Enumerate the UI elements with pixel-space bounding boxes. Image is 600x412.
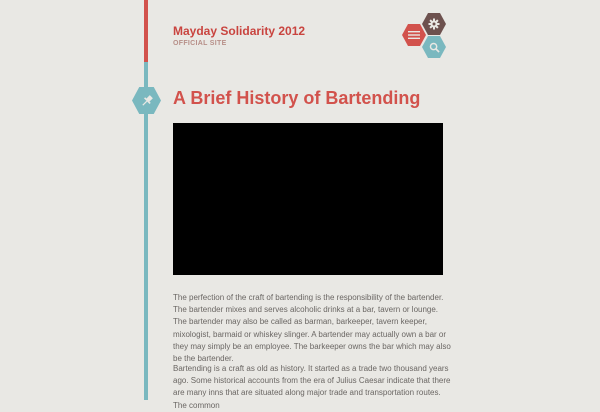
menu-button[interactable] <box>402 24 426 46</box>
post-title[interactable]: A Brief History of Bartending <box>173 88 421 108</box>
search-button[interactable] <box>422 36 446 58</box>
post-paragraph: Bartending is a craft as old as history. It started as a trade two thousand years ago. Some historical accounts from the era of Julius Caesar indicate that there are many inns that are situated along major trade and transportation routes. The common <box>173 364 451 410</box>
timeline-rail-top <box>144 0 148 62</box>
video-embed[interactable] <box>173 123 443 275</box>
gear-icon <box>428 18 440 30</box>
post-format-badge <box>132 87 161 114</box>
menu-icon <box>408 30 420 40</box>
site-title[interactable]: Mayday Solidarity 2012 <box>173 24 306 38</box>
site-tagline: OFFICIAL SITE <box>173 40 227 47</box>
search-icon <box>429 42 440 53</box>
settings-button[interactable] <box>422 13 446 35</box>
post-paragraph: The perfection of the craft of bartending is the responsibility of the bartender. The bartender mixes and serves alcoholic drinks at a bar, tavern or lounge. The bartender may also be called as barman, barkeeper, tavern keeper, mixologist, barmaid or whiskey slinger. A bartender may actually own a bar or they may simply be an employee. The barkeeper owns the bar which may also be the bartender. <box>173 293 451 364</box>
pin-icon <box>140 94 154 108</box>
